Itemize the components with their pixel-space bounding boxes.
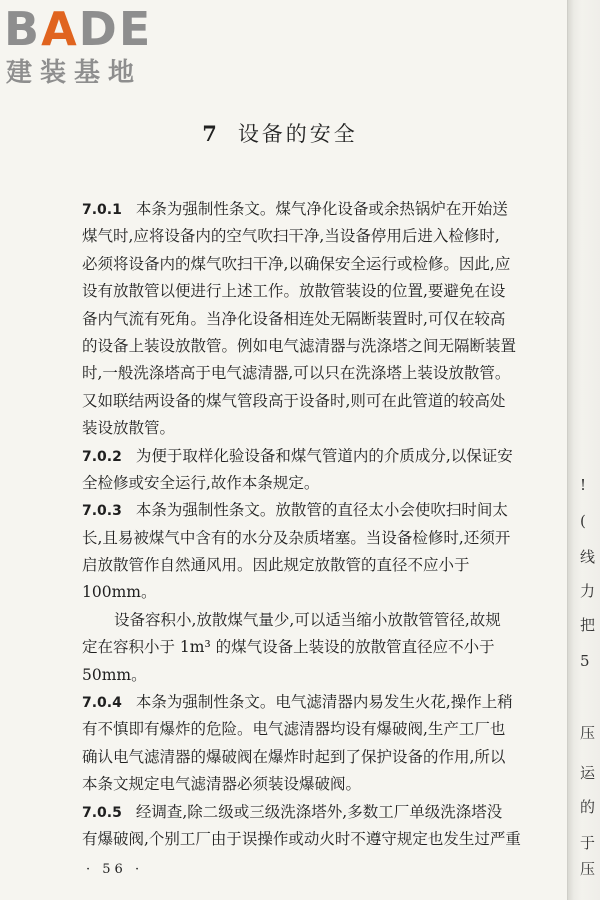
text-line (82, 607, 558, 634)
text-line (82, 552, 558, 579)
line-text: 时,一般洗涤塔高于电气滤清器,可以只在洗涤塔上装设放散管。 (82, 364, 511, 383)
line-text: 又如联结两设备的煤气管段高于设备时,则可在此管道的较高处 (82, 391, 506, 410)
line-text: 本条文规定电气滤清器必须装设爆破阀。 (82, 775, 362, 794)
next-page-fragment: 于 (580, 834, 596, 852)
clause-number: 7.0.3 (82, 503, 122, 520)
line-text: 全检修或安全运行,故作本条规定。 (82, 473, 320, 492)
next-page-fragment: 的 (580, 798, 596, 816)
next-page-fragment: 力 (580, 582, 596, 600)
text-line (82, 196, 558, 223)
chapter-number: 7 (202, 121, 220, 146)
text-line (82, 306, 558, 333)
text-line (82, 443, 558, 470)
text-line (82, 634, 558, 661)
clause-number: 7.0.1 (82, 202, 122, 218)
line-text: 设备容积小,放散煤气量少,可以适当缩小放散管管径,故规 (114, 610, 501, 629)
line-text: 本条为强制性条文。放散管的直径太小会使吹扫时间太 (135, 501, 508, 520)
next-page-fragment: 把 (580, 616, 596, 634)
text-line (82, 744, 558, 771)
next-page-fragment: ( (580, 512, 586, 530)
logo-subtitle: 建装基地 (6, 58, 143, 88)
line-text: 有不慎即有爆炸的危险。电气滤清器均设有爆破阀,生产工厂也 (82, 720, 506, 739)
next-page-fragment: 压 (580, 724, 596, 742)
text-line (82, 333, 558, 360)
text-line (82, 470, 558, 497)
next-page-fragment: 线 (580, 548, 596, 566)
line-text: 本条为强制性条文。电气滤清器内易发生火花,操作上稍 (135, 693, 513, 712)
clause-number: 7.0.2 (82, 448, 122, 465)
line-text: 经调查,除二级或三级洗涤塔外,多数工厂单级洗涤塔没 (135, 802, 503, 821)
next-page-edge (567, 0, 600, 900)
line-text: 设有放散管以便进行上述工作。放散管装设的位置,要避免在设 (82, 282, 506, 301)
line-text: 本条为强制性条文。煤气净化设备或余热锅炉在开始送 (135, 200, 508, 218)
body-text (82, 196, 558, 853)
next-page-fragment: 5 (580, 652, 590, 670)
line-text: 的设备上装设放散管。例如电气滤清器与洗涤塔之间无隔断装置 (82, 336, 517, 355)
text-line (82, 525, 558, 552)
text-line (82, 826, 558, 853)
watermark-logo (4, 4, 174, 92)
text-line (82, 388, 558, 415)
chapter-title: 设备的安全 (237, 122, 358, 146)
text-line (82, 223, 558, 250)
text-line (82, 251, 558, 278)
line-text: 定在容积小于 1m³ 的煤气设备上装设的放散管直径应不小于 (82, 638, 495, 657)
text-line (82, 415, 558, 442)
line-text: 有爆破阀,个别工厂由于误操作或动火时不遵守规定也发生过严重 (82, 829, 521, 848)
chapter-heading (0, 118, 560, 148)
text-line (82, 716, 558, 743)
line-text: 50mm。 (82, 665, 147, 684)
text-line (82, 771, 558, 798)
text-line (82, 278, 558, 305)
line-text: 确认电气滤清器的爆破阀在爆炸时起到了保护设备的作用,所以 (82, 747, 506, 766)
logo-brand: BADE (4, 2, 153, 56)
page-number: · 56 · (86, 862, 144, 877)
clause-number: 7.0.4 (82, 695, 122, 712)
line-text: 煤气时,应将设备内的空气吹扫干净,当设备停用后进入检修时, (82, 227, 500, 246)
line-text: 必须将设备内的煤气吹扫干净,以确保安全运行或检修。因此,应 (82, 254, 511, 273)
line-text: 长,且易被煤气中含有的水分及杂质堵塞。当设备检修时,还须开 (82, 528, 511, 547)
clause-number: 7.0.5 (82, 804, 122, 821)
line-text: 100mm。 (82, 583, 157, 602)
text-line (82, 579, 558, 606)
line-text: 为便于取样化验设备和煤气管道内的介质成分,以保证安 (135, 446, 513, 465)
text-line (82, 662, 558, 689)
text-line (82, 689, 558, 716)
line-text: 启放散管作自然通风用。因此规定放散管的直径不应小于 (82, 556, 470, 575)
line-text: 备内气流有死角。当净化设备相连处无隔断装置时,可仅在较高 (82, 309, 506, 328)
text-line (82, 360, 558, 387)
next-page-fragment: 压 (580, 860, 596, 878)
text-line (82, 497, 558, 524)
text-line (82, 799, 558, 826)
next-page-fragment: ! (580, 476, 587, 494)
next-page-fragment: 运 (580, 764, 596, 782)
line-text: 装设放散管。 (82, 419, 176, 438)
